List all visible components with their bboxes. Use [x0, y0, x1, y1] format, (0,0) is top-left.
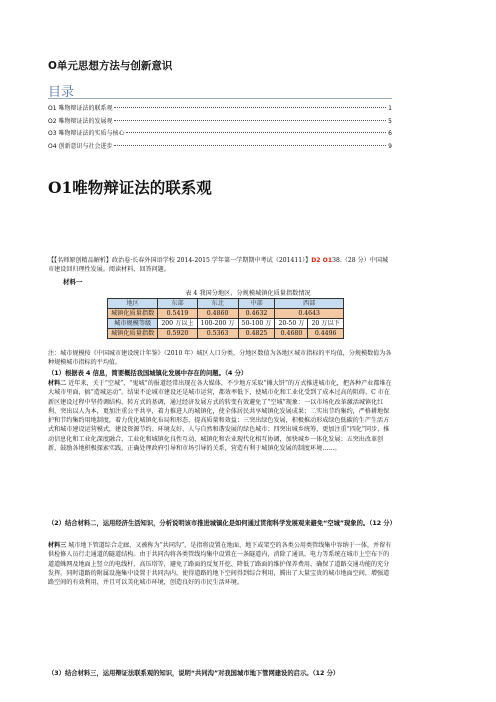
toc-entry-page: 1: [388, 105, 392, 112]
toc-entry-page: 5: [388, 117, 392, 125]
table-cell: 0.4680: [275, 329, 308, 339]
material2-text: 近年来，关于“空城”、“鬼城”的报道经常出现在各大媒体，不少地方采取“摊大饼”的方式推进城市化，把各种产业都堆在大城市里面，搞“造城运动”。结果不论城市建设还是城市运营，都效率低下，使城市化和工业化受到了成本过高的阻碍。C 市在新区建设过程中坚持调结构、转方式的基调，通过经济发展方式的转变有效避免了“空城”现象：一以市场化改革激活城镇化红利，突出以人为本，更加注重公平共享，着力推进人的城镇化，使全体居民共享城镇化发展成果；二实出节约集约，严格耕地保护和节约集约用地制度，着力优化城镇化布局和形态，提高质量和效益；三突出绿色发展，积极推动形成绿色低碳的生产生活方式和城市建设运营模式，建设资源节约、环境友好、人与自然和谐发展的绿色城市；四突出城乡统筹，更加注重“四化”同步，推动信息化和工业化深度融合、工业化和城镇化良性互动、城镇化和农业现代化相互协调，加快城乡一体化发展；五突出改革创新，鼓励各地积极探索实践，正确处理政府引导和市场引导的关系，营造有利于城镇化发展的制度环境……。: [48, 380, 392, 453]
table-cell: 0.4860: [197, 309, 238, 319]
table-cell: 0.4643: [275, 309, 343, 319]
toc-leader-dots: [126, 132, 386, 133]
knowledge-tag: D2 O1: [311, 257, 333, 264]
table-cell: 西部: [275, 299, 343, 309]
material3-text: 城市地下管道综合走廊，又被称为“共同沟”，是指将设置在地面、地下或架空的各类公用类管线集中容纳于一体，并留有供检修人员行走通道的隧道结构。由于共同沟将各类管线均集中设置在一条隧道内，消除了通讯、电力等系统在城市上空布下的道道蛛网及地面上竖立的电线杆、高压塔等，避免了路面的反复开挖、降低了路面的维护保养费用、确保了道路交通功能的充分发挥。同时道路的附属设施集中设置于共同沟内，使得道路的地下空间得到综合利用，腾出了大量宝贵的城市地面空间，增强道路空间的有效利用，并且可以美化城市环境，创造良好的市民生活环境。: [48, 542, 392, 587]
material1-label: 材料一: [63, 278, 83, 286]
table-cell: 20-50 万: [275, 319, 308, 329]
table-header-row: [108, 299, 344, 309]
table-cell: 50-100 万: [238, 319, 275, 329]
toc-entry-title: O2 唯物辩证法的发展观: [48, 117, 113, 125]
table-cell: 城镇化质量指数: [108, 309, 158, 319]
table-cell: 中部: [238, 299, 275, 309]
toc-divider: [48, 98, 392, 99]
sub-question-1: （1）根据表 4 信息，简要概括我国城镇化发展中存在的问题。（4 分）: [48, 370, 248, 377]
material2: [48, 379, 392, 453]
toc-entry-page: 9: [388, 142, 392, 150]
table-cell: 0.4496: [308, 329, 343, 339]
table-row: [108, 329, 344, 339]
material3: [48, 541, 392, 587]
table-cell: 城镇化质量指数: [108, 329, 158, 339]
section-title: O1唯物辩证法的联系观: [48, 178, 212, 197]
toc-leader-dots: [114, 145, 386, 146]
table-caption: 表 4 我国分地区、分规模城镇化质量指数情况: [185, 290, 311, 297]
toc-entry-title: O3 唯物辩证法的实质与核心: [48, 130, 125, 137]
table-cell: 城市规模等级: [108, 319, 158, 329]
table-row: [108, 309, 344, 319]
toc-entry[interactable]: [48, 103, 392, 116]
table-cell: 东北: [197, 299, 238, 309]
toc-entry[interactable]: [48, 128, 392, 141]
table-row: [108, 319, 344, 329]
question-source: 【【名师原创精品解析】政治卷·长春外国语学校 2014-2015 学年第一学期期中考试（201411）】: [48, 257, 312, 264]
toc-entry[interactable]: [48, 141, 392, 154]
question-stem: 38.（28 分）中国城市建设回归理性发展。阅读材料，回答问题。: [48, 257, 389, 274]
toc-entry-title: O4 创新意识与社会进步: [48, 142, 113, 150]
toc-entry[interactable]: [48, 116, 392, 129]
table-cell: 0.5419: [158, 309, 197, 319]
toc-leader-dots: [114, 107, 386, 108]
table-cell: 100-200 万: [197, 319, 238, 329]
sub-question-3: （3）结合材料三，运用辩证法联系观的知识，说明“共同沟”对我国城市地下管网建设的启示。（12 分）: [48, 670, 340, 677]
table-cell: 0.4825: [238, 329, 275, 339]
table-cell: 地区: [108, 299, 158, 309]
table-cell: 200 万以上: [158, 319, 197, 329]
table-note: 注：城市规模按《中国城市建设统计年鉴》（2010 年）城区人口分类，分地区数值为各地区城市指标的平均值，分规模数值为各种规模城市指标的平均值。: [48, 350, 392, 367]
table-cell: 0.4632: [238, 309, 275, 319]
unit-title: O单元思想方法与创新意识: [48, 60, 173, 72]
table-cell: 东部: [158, 299, 197, 309]
toc-leader-dots: [114, 120, 386, 121]
toc-entry-page: 6: [388, 130, 392, 137]
toc-entry-title: O1 唯物辩证法的联系观: [48, 105, 113, 112]
table-cell: 0.5363: [197, 329, 238, 339]
material3-label: 材料三: [48, 542, 67, 549]
table-cell: 20 万以下: [308, 319, 343, 329]
table-of-contents: [48, 103, 392, 153]
question-intro: [48, 256, 392, 275]
urbanization-table: [107, 298, 344, 339]
sub-question-2: （2）结合材料二，运用经济生活知识，分析说明该市推进城镇化是如何通过贯彻科学发展观来避免“空城”现象的。（12 分）: [48, 520, 396, 527]
toc-heading: 目录: [48, 85, 75, 100]
material2-label: 材料二: [48, 380, 67, 387]
table-cell: 0.5920: [158, 329, 197, 339]
